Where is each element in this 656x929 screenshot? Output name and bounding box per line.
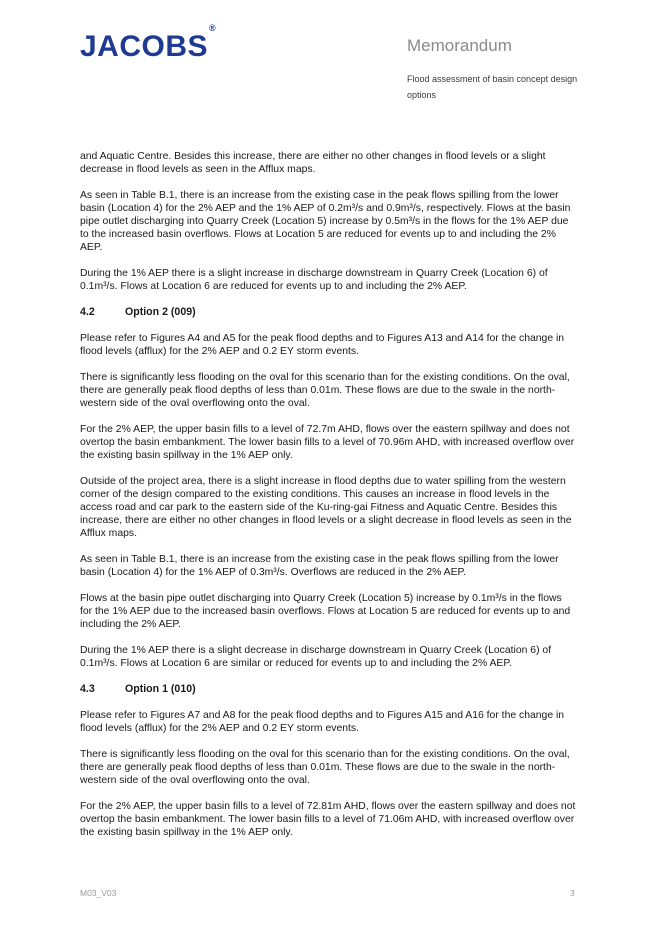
paragraph: As seen in Table B.1, there is an increase from the existing case in the peak flows spilling from the lower basin (Location 4) for the 1% AEP of 0.3m³/s. Overflows are reduced in the 2% AEP.: [80, 554, 559, 578]
company-logo: JACOBS®: [80, 23, 217, 63]
document-type: Memorandum: [407, 36, 512, 55]
paragraph: During the 1% AEP there is a slight increase in discharge downstream in Quarry Creek (Location 6) of 0.1m³/s. Flows at Location 6 are reduced for events up to and including the 2% AEP.: [80, 268, 548, 292]
paragraph: and Aquatic Centre. Besides this increase, there are either no other changes in flood levels or a slight decrease in flood levels as seen in the Afflux maps.: [80, 151, 546, 175]
registered-mark: ®: [209, 23, 217, 33]
document-subtitle: Flood assessment of basin concept design options: [407, 74, 578, 100]
section-heading-4-3: 4.3 Option 1 (010): [80, 683, 196, 695]
paragraph: There is significantly less flooding on the oval for this scenario than for the existing conditions. On the oval, there are generally peak flood depths of less than 0.01m. These flows are due to the swale in the north-western side of the oval overflowing onto the oval.: [80, 372, 570, 409]
paragraph: Outside of the project area, there is a slight increase in flood depths due to water spilling from the western corner of the design compared to the existing conditions. This causes an increase in flood levels in the access road and car park to the eastern side of the Ku-ring-gai Fitness and Aquatic Centre. Besides this increase, there are either no other changes in flood levels or a slight decrease in flood levels as seen in the Afflux maps.: [80, 476, 572, 539]
memo-body: [80, 150, 576, 852]
paragraph: Flows at the basin pipe outlet discharging into Quarry Creek (Location 5) increase by 0.1m³/s in the flows for the 1% AEP due to the increased basin overflows. Flows at Location 5 are reduced for events up to and including the 2% AEP.: [80, 593, 571, 630]
paragraph: During the 1% AEP there is a slight decrease in discharge downstream in Quarry Creek (Location 6) of 0.1m³/s. Flows at Location 6 are similar or reduced for events up to and including the 2% AEP.: [80, 645, 552, 669]
document-reference: M03_V03: [80, 888, 117, 898]
paragraph: For the 2% AEP, the upper basin fills to a level of 72.7m AHD, flows over the eastern spillway and does not overtop the basin embankment. The lower basin fills to a level of 70.96m AHD, with increased overflow over the existing basin spillway in the 1% AEP only.: [80, 424, 575, 461]
paragraph: Please refer to Figures A7 and A8 for the peak flood depths and to Figures A15 and A16 for the change in flood levels (afflux) for the 2% AEP and 0.2 EY storm events.: [80, 710, 565, 734]
paragraph: As seen in Table B.1, there is an increase from the existing case in the peak flows spilling from the lower basin (Location 4) for the 2% AEP and the 1% AEP of 0.2m³/s and 0.9m³/s, respectively. Flows at the basin pipe outlet discharging into Quarry Creek (Location 5) increase by 0.5m³/s in the flows for the 1% AEP due to the increased basin overflows. Flows at Location 5 are reduced for events up to and including the 2% AEP.: [80, 190, 571, 253]
page-number: 3: [570, 888, 575, 898]
paragraph: For the 2% AEP, the upper basin fills to a level of 72.81m AHD, flows over the eastern spillway and does not overtop the basin embankment. The lower basin fills to a level of 71.06m AHD, with increased overflow over the existing basin spillway in the 1% AEP only.: [80, 801, 576, 838]
paragraph: Please refer to Figures A4 and A5 for the peak flood depths and to Figures A13 and A14 for the change in flood levels (afflux) for the 2% AEP and 0.2 EY storm events.: [80, 333, 565, 357]
paragraph: There is significantly less flooding on the oval for this scenario than for the existing conditions. On the oval, there are generally peak flood depths of less than 0.01m. These flows are due to the swale in the north-western side of the oval overflowing onto the oval.: [80, 749, 570, 786]
section-heading-4-2: 4.2 Option 2 (009): [80, 306, 196, 318]
